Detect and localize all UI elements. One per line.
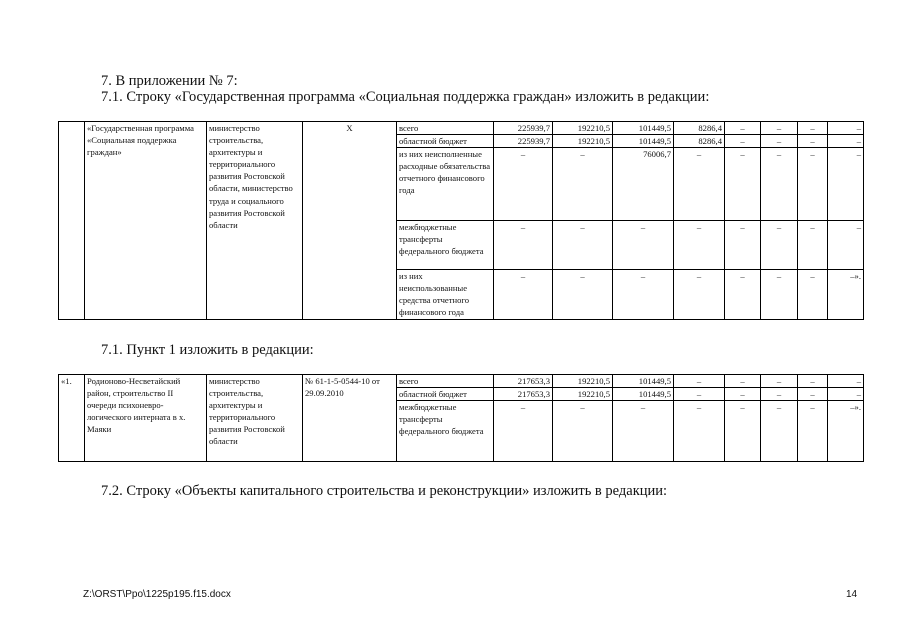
table-cell-value: – (553, 401, 613, 462)
table-cell-value: 8286,4 (674, 122, 725, 135)
table-cell-value: 225939,7 (494, 122, 553, 135)
table-cell-value: – (725, 221, 761, 270)
table-cell-executor: министерство строительства, архитектуры и территориального развития Ростовской области (207, 375, 303, 462)
table-cell-label: межбюджетные трансферты федерального бюджета (397, 221, 494, 270)
table-row (59, 122, 864, 135)
table-cell-value: – (674, 401, 725, 462)
table-cell-value: 217653,3 (494, 388, 553, 401)
table-cell-value: – (725, 122, 761, 135)
table-cell-num: «1. (59, 375, 85, 462)
table-cell-value: 101449,5 (613, 375, 674, 388)
table-cell-value: – (494, 148, 553, 221)
table-cell-value: – (725, 270, 761, 319)
table-cell-value: – (761, 270, 798, 319)
table-cell-value: – (494, 401, 553, 462)
table-cell-value: – (674, 270, 725, 319)
table-cell-label: всего (397, 375, 494, 388)
table-cell-value: – (553, 148, 613, 221)
table-cell-value: – (725, 401, 761, 462)
table-cell-value: 217653,3 (494, 375, 553, 388)
table-cell-value: – (674, 375, 725, 388)
table-cell-value: – (798, 388, 828, 401)
table-cell-value: – (761, 388, 798, 401)
table-cell-value: – (761, 401, 798, 462)
table-cell-value: – (761, 122, 798, 135)
table-cell-value: – (798, 401, 828, 462)
table-cell-value: – (761, 148, 798, 221)
table-cell-ref: Х (303, 122, 397, 320)
subsection-heading: 7.1. Строку «Государственная программа «Социальная поддержка граждан» изложить в редакции: (101, 89, 710, 105)
table-cell-value: 192210,5 (553, 122, 613, 135)
table-cell-value: – (798, 221, 828, 270)
table-cell-name: «Государственная программа «Социальная поддержка граждан» (85, 122, 207, 320)
table-cell-ref: № 61-1-5-0544-10 от 29.09.2010 (303, 375, 397, 462)
table-cell-value: – (674, 388, 725, 401)
table-cell-value: – (761, 221, 798, 270)
table-cell-value: 192210,5 (553, 135, 613, 148)
table-cell-value: –». (828, 401, 864, 462)
table-cell-value: – (725, 148, 761, 221)
table-cell-value: – (494, 270, 553, 319)
table-cell-value: – (553, 270, 613, 319)
table-cell-label: межбюджетные трансферты федерального бюджета (397, 401, 494, 462)
table-cell-value: – (798, 375, 828, 388)
table-cell-value: 8286,4 (674, 135, 725, 148)
table-cell-value: – (828, 148, 864, 221)
table-cell-value: – (828, 221, 864, 270)
table-row (59, 375, 864, 388)
table-cell-executor: министерство строительства, архитектуры и территориального развития Ростовской области, министерство труда и социального развития Ростовской области (207, 122, 303, 320)
table-cell-value: – (798, 135, 828, 148)
table-cell-value: – (725, 135, 761, 148)
section-heading: 7. В приложении № 7: (101, 73, 238, 89)
table-cell-value: –». (828, 270, 864, 319)
program-table (58, 121, 864, 320)
table-cell-label: областной бюджет (397, 388, 494, 401)
table-cell-value: – (828, 388, 864, 401)
table-cell-value: 101449,5 (613, 122, 674, 135)
table-cell-value: 225939,7 (494, 135, 553, 148)
object-table (58, 374, 864, 462)
table-cell-value: – (828, 375, 864, 388)
table-cell-num (59, 122, 85, 320)
table-cell-value: – (761, 375, 798, 388)
table-cell-value: – (798, 148, 828, 221)
table-cell-value: – (798, 270, 828, 319)
table-cell-value: – (613, 270, 674, 319)
table-cell-value: – (674, 221, 725, 270)
table-cell-value: – (725, 375, 761, 388)
table-cell-value: – (798, 122, 828, 135)
table-cell-value: – (828, 135, 864, 148)
subsection-heading: 7.2. Строку «Объекты капитального строительства и реконструкции» изложить в редакции: (101, 483, 668, 499)
table-cell-value: – (725, 388, 761, 401)
table-cell-value: – (613, 221, 674, 270)
table-cell-label: из них неисполненные расходные обязательства отчетного финансового года (397, 148, 494, 221)
table-cell-label: областной бюджет (397, 135, 494, 148)
table-cell-value: 101449,5 (613, 135, 674, 148)
subsection-heading: 7.1. Пункт 1 изложить в редакции: (101, 342, 314, 358)
table-cell-name: Родионово-Несветайский район, строительство II очереди психоневро-логического интерната в х. Маяки (85, 375, 207, 462)
table-cell-value: – (553, 221, 613, 270)
table-cell-value: – (613, 401, 674, 462)
table-cell-value: 192210,5 (553, 388, 613, 401)
table-cell-label: из них неиспользованные средства отчетного финансового года (397, 270, 494, 319)
table-cell-value: – (494, 221, 553, 270)
page-number: 14 (846, 589, 858, 600)
table-cell-value: 76006,7 (613, 148, 674, 221)
table-cell-value: – (828, 122, 864, 135)
table-cell-label: всего (397, 122, 494, 135)
table-cell-value: 192210,5 (553, 375, 613, 388)
footer-file-path: Z:\ORST\Ppo\1225p195.f15.docx (83, 589, 231, 600)
table-cell-value: – (761, 135, 798, 148)
table-cell-value: – (674, 148, 725, 221)
table-cell-value: 101449,5 (613, 388, 674, 401)
